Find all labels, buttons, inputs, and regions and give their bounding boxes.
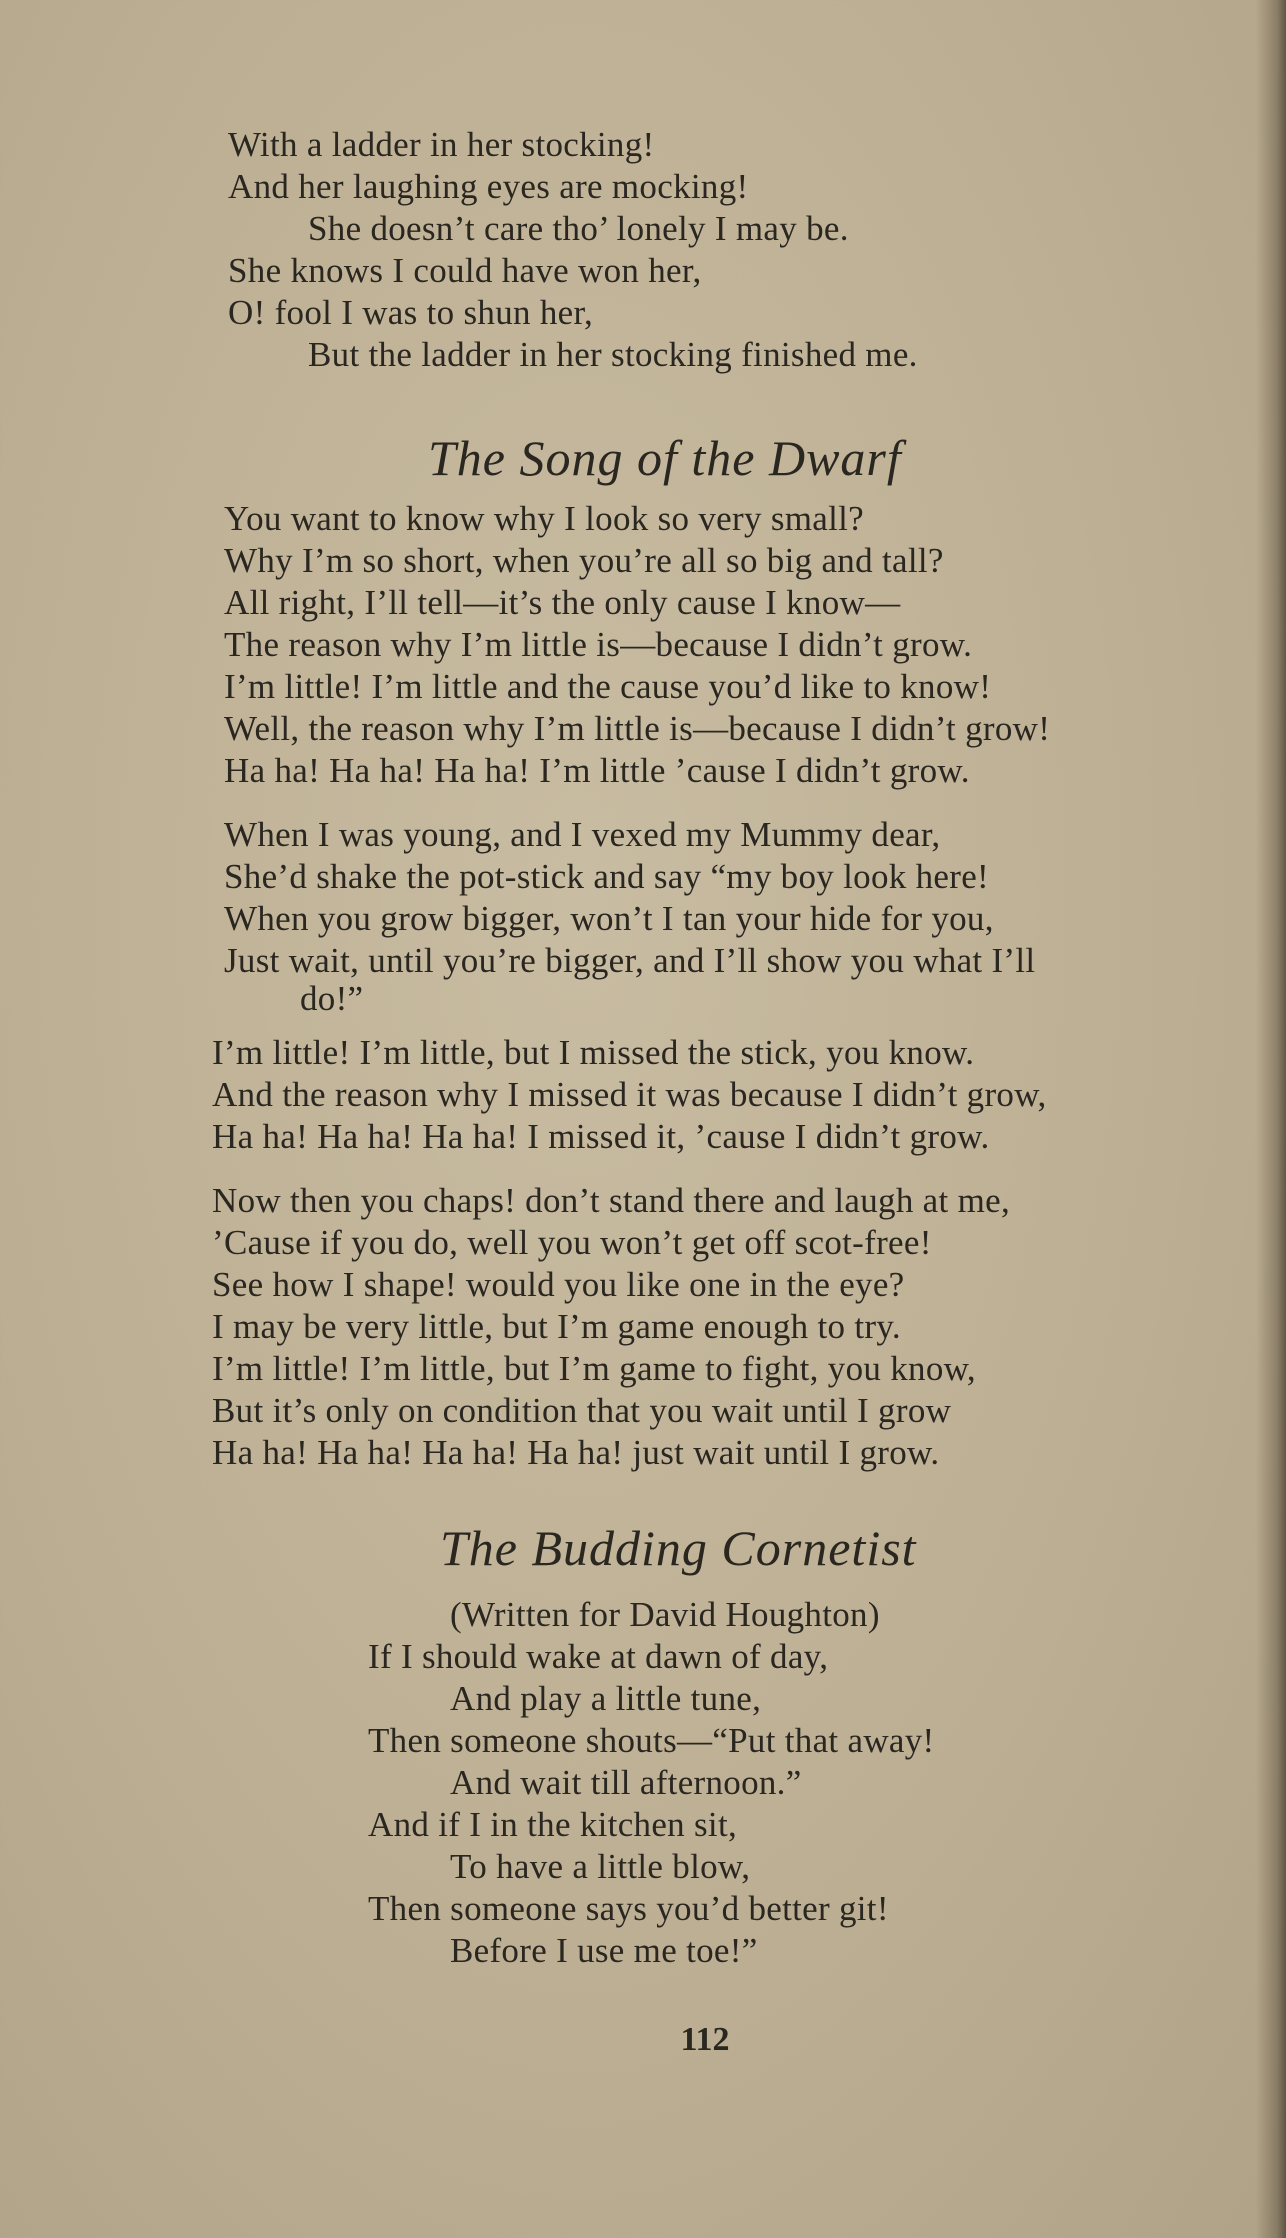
budding-cornetist-line: Before I use me toe!” bbox=[450, 1931, 758, 1970]
song-dwarf-line: The reason why I’m little is—because I didn’t grow. bbox=[224, 625, 973, 664]
stanza-top-line: But the ladder in her stocking finished me. bbox=[308, 335, 918, 374]
song-dwarf-line: But it’s only on condition that you wait until I grow bbox=[212, 1391, 952, 1430]
song-dwarf-line: And the reason why I missed it was because I didn’t grow, bbox=[212, 1075, 1047, 1114]
budding-cornetist-subtitle: (Written for David Houghton) bbox=[450, 1595, 880, 1634]
page-number: 112 bbox=[680, 2021, 730, 2058]
budding-cornetist-line: If I should wake at dawn of day, bbox=[368, 1637, 829, 1676]
song-dwarf-line: I’m little! I’m little, but I’m game to fight, you know, bbox=[212, 1349, 976, 1388]
budding-cornetist-line: And play a little tune, bbox=[450, 1679, 762, 1718]
stanza-top-line: O! fool I was to shun her, bbox=[228, 293, 594, 332]
budding-cornetist-line: Then someone shouts—“Put that away! bbox=[368, 1721, 935, 1760]
song-dwarf-line: All right, I’ll tell—it’s the only cause I know— bbox=[224, 583, 901, 622]
song-dwarf-line: Now then you chaps! don’t stand there and laugh at me, bbox=[212, 1181, 1010, 1220]
song-dwarf-line: ’Cause if you do, well you won’t get off scot-free! bbox=[212, 1223, 932, 1262]
song-dwarf-line: Ha ha! Ha ha! Ha ha! I missed it, ’cause I didn’t grow. bbox=[212, 1117, 990, 1156]
song-dwarf-line: do!” bbox=[300, 979, 364, 1018]
song-dwarf-line: Ha ha! Ha ha! Ha ha! I’m little ’cause I didn’t grow. bbox=[224, 751, 970, 790]
song-dwarf-line: Why I’m so short, when you’re all so big and tall? bbox=[224, 541, 944, 580]
song-dwarf-line: When you grow bigger, won’t I tan your hide for you, bbox=[224, 899, 994, 938]
stanza-top-line: She doesn’t care tho’ lonely I may be. bbox=[308, 209, 849, 248]
page-edge-shadow bbox=[1256, 0, 1286, 2238]
budding-cornetist-line: To have a little blow, bbox=[450, 1847, 751, 1886]
song-dwarf-line: You want to know why I look so very small? bbox=[224, 499, 864, 538]
song-dwarf-line: When I was young, and I vexed my Mummy dear, bbox=[224, 815, 941, 854]
song-dwarf-line: Well, the reason why I’m little is—because I didn’t grow! bbox=[224, 709, 1051, 748]
budding-cornetist-line: Then someone says you’d better git! bbox=[368, 1889, 889, 1928]
budding-cornetist-line: And wait till afternoon.” bbox=[450, 1763, 802, 1802]
stanza-top-line: And her laughing eyes are mocking! bbox=[228, 167, 749, 206]
song-dwarf-line: I’m little! I’m little and the cause you’d like to know! bbox=[224, 667, 992, 706]
song-dwarf-line: See how I shape! would you like one in the eye? bbox=[212, 1265, 905, 1304]
song-dwarf-line: Just wait, until you’re bigger, and I’ll show you what I’ll bbox=[224, 941, 1036, 980]
song-dwarf-line: I’m little! I’m little, but I missed the stick, you know. bbox=[212, 1033, 975, 1072]
song-dwarf-line: Ha ha! Ha ha! Ha ha! Ha ha! just wait until I grow. bbox=[212, 1433, 940, 1472]
stanza-top-line: She knows I could have won her, bbox=[228, 251, 702, 290]
stanza-top-line: With a ladder in her stocking! bbox=[228, 125, 655, 164]
song-dwarf-line: I may be very little, but I’m game enough to try. bbox=[212, 1307, 901, 1346]
song-dwarf-line: She’d shake the pot-stick and say “my boy look here! bbox=[224, 857, 989, 896]
budding-cornetist-title: The Budding Cornetist bbox=[440, 1520, 917, 1576]
budding-cornetist-line: And if I in the kitchen sit, bbox=[368, 1805, 738, 1844]
song-dwarf-title: The Song of the Dwarf bbox=[428, 430, 902, 486]
